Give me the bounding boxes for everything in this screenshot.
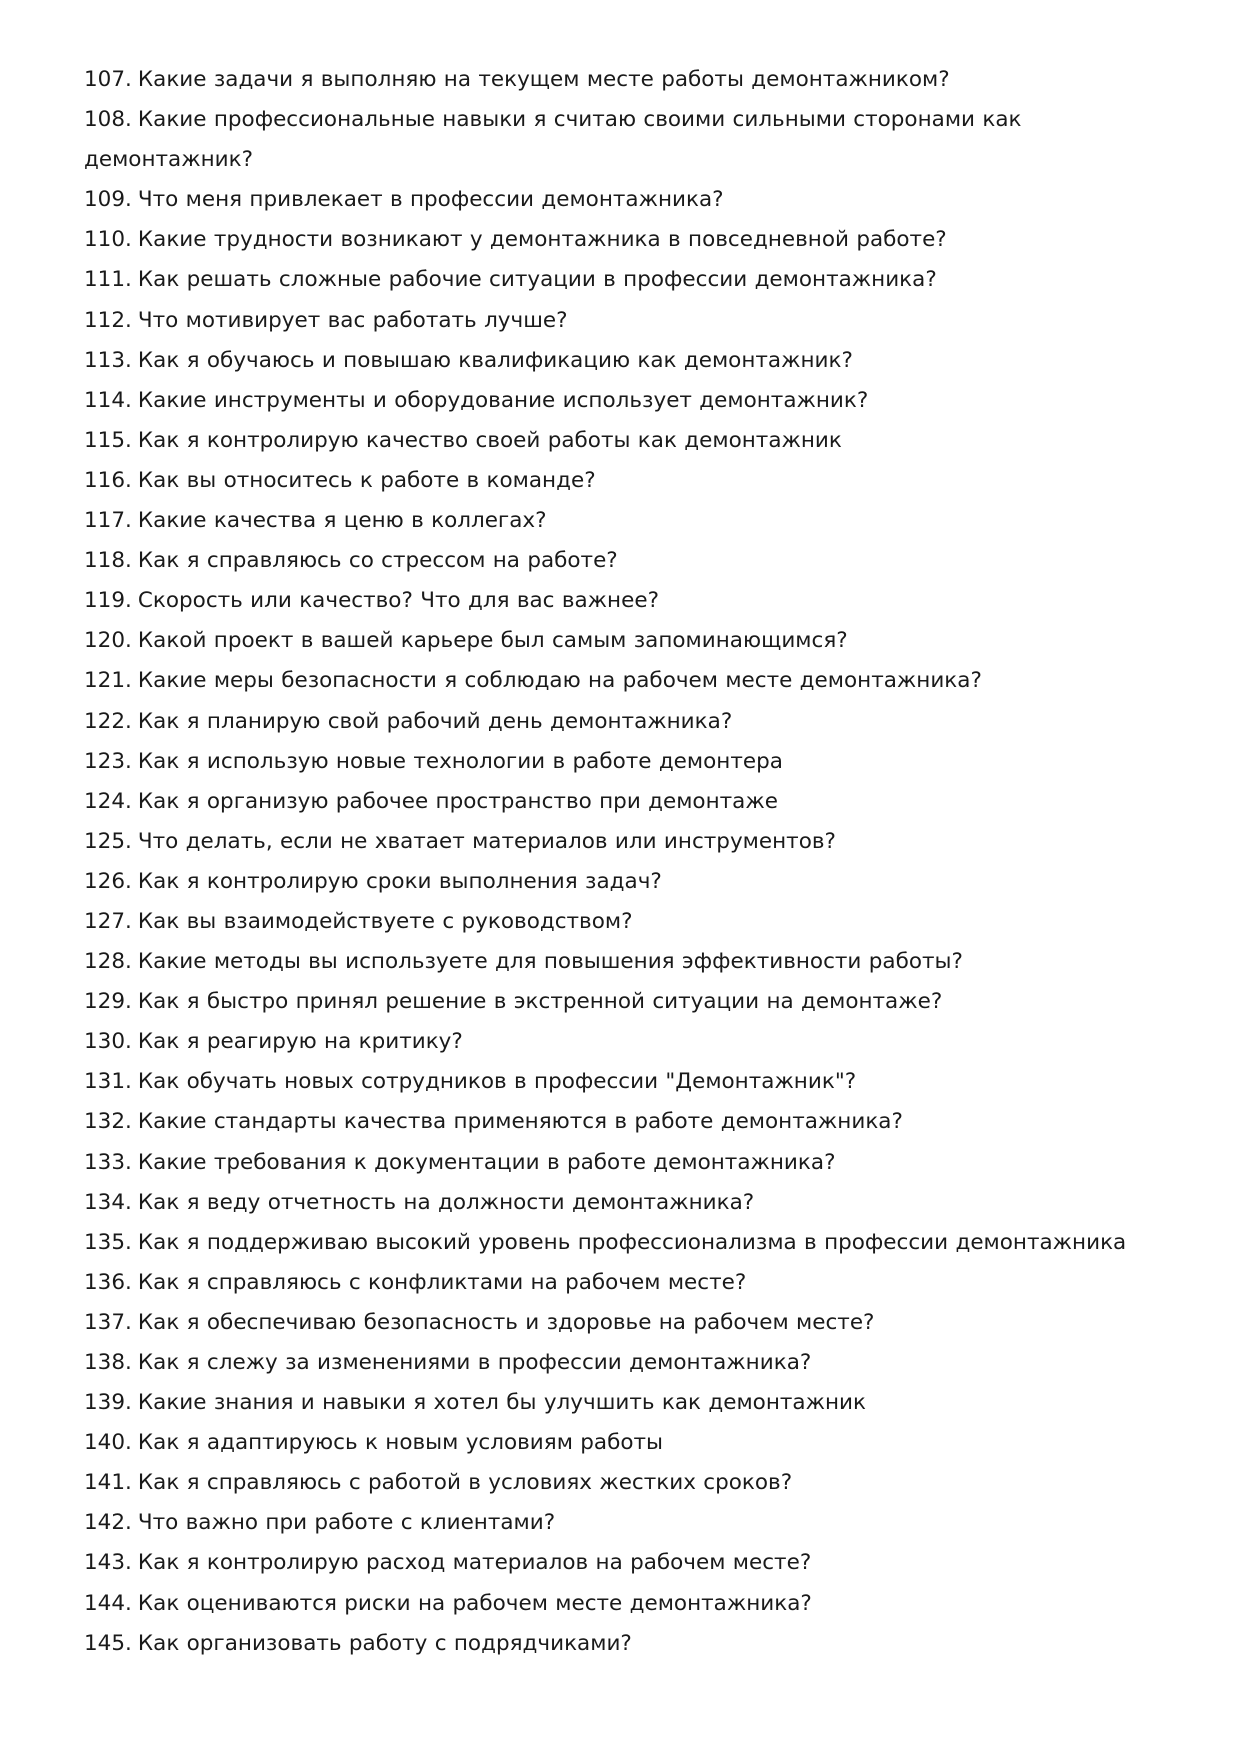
- list-item: [84, 862, 1174, 902]
- question-number: 139.: [84, 1390, 132, 1416]
- question-text: Как я использую новые технологии в работе демонтера: [137, 748, 783, 774]
- question-number: 144.: [84, 1590, 132, 1616]
- question-text: Как я контролирую качество своей работы как демонтажник: [137, 427, 842, 453]
- list-item: [84, 1022, 1174, 1062]
- question-text: Какой проект в вашей карьере был самым запоминающимся?: [137, 628, 848, 654]
- question-text: Как оцениваются риски на рабочем месте демонтажника?: [137, 1590, 812, 1616]
- question-number: 124.: [84, 788, 132, 814]
- question-text: Как я веду отчетность на должности демонтажника?: [137, 1189, 755, 1215]
- question-number: 116.: [84, 467, 132, 493]
- list-item: [84, 100, 1174, 180]
- list-item: [84, 1303, 1174, 1343]
- question-number: 142.: [84, 1510, 132, 1536]
- list-item: [84, 501, 1174, 541]
- question-text: Какие методы вы используете для повышения эффективности работы?: [137, 949, 963, 975]
- question-text: Как организовать работу с подрядчиками?: [137, 1630, 632, 1656]
- question-text: Как я слежу за изменениями в профессии демонтажника?: [137, 1350, 812, 1375]
- list-item: [84, 260, 1174, 300]
- list-item: [84, 1463, 1174, 1503]
- question-text: Что делать, если не хватает материалов или инструментов?: [137, 828, 836, 854]
- question-text: Как я контролирую расход материалов на рабочем месте?: [137, 1550, 812, 1576]
- list-item: [84, 1423, 1174, 1463]
- question-number: 133.: [84, 1149, 132, 1175]
- question-number: 117.: [84, 508, 132, 534]
- question-text: Как я обучаюсь и повышаю квалификацию как демонтажник?: [137, 347, 853, 373]
- question-number: 125.: [84, 828, 132, 854]
- question-text: Какие трудности возникают у демонтажника в повседневной работе?: [137, 227, 947, 253]
- question-number: 136.: [84, 1269, 132, 1295]
- list-item: [84, 1383, 1174, 1423]
- question-text: Скорость или качество? Что для вас важнее?: [137, 588, 659, 614]
- list-item: [84, 702, 1174, 742]
- question-number: 140.: [84, 1430, 132, 1456]
- question-text: Как я справляюсь со стрессом на работе?: [137, 548, 618, 574]
- question-number: 114.: [84, 387, 132, 413]
- question-text: Как я справляюсь с конфликтами на рабочем месте?: [137, 1269, 747, 1295]
- question-text: Как вы взаимодействуете с руководством?: [137, 908, 633, 934]
- question-number: 119.: [84, 588, 132, 614]
- question-text: Как я контролирую сроки выполнения задач?: [137, 868, 662, 894]
- list-item: [84, 621, 1174, 661]
- list-item: [84, 421, 1174, 461]
- list-item: [84, 1062, 1174, 1102]
- question-text: Как я справляюсь с работой в условиях жестких сроков?: [137, 1470, 793, 1496]
- question-number: 141.: [84, 1470, 132, 1496]
- list-item: [84, 822, 1174, 862]
- list-item: [84, 461, 1174, 501]
- question-text: Какие стандарты качества применяются в работе демонтажника?: [137, 1109, 903, 1135]
- list-item: [84, 1102, 1174, 1142]
- question-text: Как я реагирую на критику?: [137, 1029, 463, 1055]
- question-text: Какие меры безопасности я соблюдаю на рабочем месте демонтажника?: [137, 668, 982, 694]
- question-number: 111.: [84, 267, 132, 293]
- question-number: 127.: [84, 908, 132, 934]
- question-number: 118.: [84, 548, 132, 574]
- list-item: [84, 541, 1174, 581]
- list-item: [84, 742, 1174, 782]
- question-text: Как обучать новых сотрудников в профессии "Демонтажник"?: [137, 1069, 857, 1095]
- question-number: 137.: [84, 1309, 132, 1335]
- list-item: [84, 942, 1174, 982]
- question-number: 129.: [84, 989, 132, 1015]
- question-text: Что меня привлекает в профессии демонтажника?: [137, 187, 724, 213]
- question-text: Какие знания и навыки я хотел бы улучшить как демонтажник: [137, 1390, 866, 1416]
- question-number: 123.: [84, 748, 132, 774]
- question-number: 132.: [84, 1109, 132, 1135]
- question-text: Как я быстро принял решение в экстренной ситуации на демонтаже?: [137, 989, 943, 1015]
- list-item: [84, 381, 1174, 421]
- question-number: 145.: [84, 1630, 132, 1656]
- list-item: [84, 341, 1174, 381]
- list-item: [84, 1584, 1174, 1624]
- list-item: [84, 661, 1174, 701]
- question-text: Как решать сложные рабочие ситуации в профессии демонтажника?: [137, 267, 937, 293]
- question-text: Какие профессиональные навыки я считаю своими сильными сторонами как демонтажник?: [84, 107, 1022, 173]
- question-text: Как я организую рабочее пространство при демонтаже: [137, 788, 778, 814]
- question-text: Как вы относитесь к работе в команде?: [137, 467, 596, 493]
- question-text: Какие качества я ценю в коллегах?: [137, 508, 547, 534]
- list-item: [84, 220, 1174, 260]
- question-number: 115.: [84, 427, 132, 453]
- question-number: 131.: [84, 1069, 132, 1095]
- question-number: 135.: [84, 1229, 132, 1255]
- list-item: [84, 1343, 1174, 1383]
- question-number: 126.: [84, 868, 132, 894]
- list-item: [84, 60, 1174, 100]
- list-item: [84, 301, 1174, 341]
- question-number: 107.: [84, 67, 132, 92]
- list-item: [84, 581, 1174, 621]
- question-number: 121.: [84, 668, 132, 694]
- question-text: Какие требования к документации в работе демонтажника?: [137, 1149, 836, 1175]
- list-item: [84, 180, 1174, 220]
- list-item: [84, 1624, 1174, 1664]
- question-text: Как я обеспечиваю безопасность и здоровье на рабочем месте?: [137, 1309, 875, 1335]
- list-item: [84, 782, 1174, 822]
- question-text: Какие задачи я выполняю на текущем месте работы демонтажником?: [137, 67, 950, 92]
- question-number: 138.: [84, 1350, 132, 1375]
- list-item: [84, 1263, 1174, 1303]
- question-text: Как я адаптируюсь к новым условиям работы: [137, 1430, 664, 1456]
- list-item: [84, 902, 1174, 942]
- question-number: 122.: [84, 708, 132, 734]
- question-list: [84, 60, 1174, 1664]
- list-item: [84, 982, 1174, 1022]
- list-item: [84, 1543, 1174, 1583]
- list-item: [84, 1503, 1174, 1543]
- question-number: 110.: [84, 227, 132, 253]
- question-number: 109.: [84, 187, 132, 213]
- list-item: [84, 1183, 1174, 1223]
- question-number: 143.: [84, 1550, 132, 1576]
- list-item: [84, 1143, 1174, 1183]
- question-text: Как я планирую свой рабочий день демонтажника?: [137, 708, 733, 734]
- question-text: Какие инструменты и оборудование использует демонтажник?: [137, 387, 869, 413]
- question-number: 108.: [84, 107, 132, 133]
- question-number: 120.: [84, 628, 132, 654]
- question-number: 130.: [84, 1029, 132, 1055]
- question-text: Что мотивирует вас работать лучше?: [137, 307, 568, 333]
- question-number: 112.: [84, 307, 132, 333]
- question-number: 128.: [84, 949, 132, 975]
- question-number: 113.: [84, 347, 132, 373]
- question-text: Что важно при работе с клиентами?: [137, 1510, 556, 1536]
- question-text: Как я поддерживаю высокий уровень профессионализма в профессии демонтажника: [137, 1229, 1127, 1255]
- list-item: [84, 1223, 1174, 1263]
- question-number: 134.: [84, 1189, 132, 1215]
